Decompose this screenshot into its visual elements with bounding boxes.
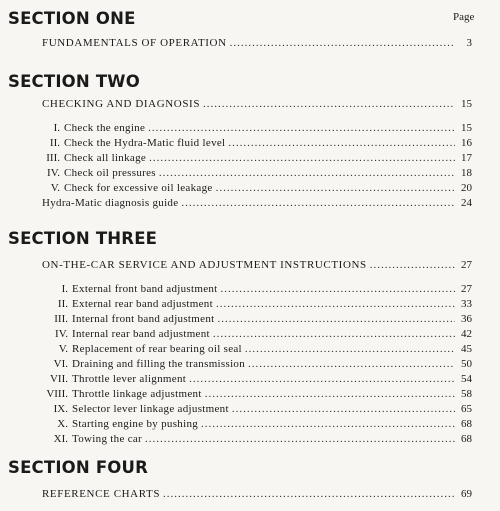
entry-title: Check for excessive oil leakage	[64, 182, 213, 194]
entry-page: 58	[461, 388, 472, 400]
toc-entry[interactable]	[30, 402, 472, 417]
entry-page: 50	[461, 358, 472, 370]
entry-page: 27	[461, 259, 472, 271]
dot-leader	[228, 136, 455, 151]
dot-leader	[163, 487, 455, 502]
entry-title: ON-THE-CAR SERVICE AND ADJUSTMENT INSTRUCTIONS	[42, 259, 367, 271]
entry-page: 68	[461, 418, 472, 430]
entry-page: 33	[461, 298, 472, 310]
entry-number: V.	[50, 182, 60, 194]
toc-entry[interactable]	[30, 312, 472, 327]
toc-entry[interactable]	[42, 487, 472, 502]
entry-page: 69	[461, 488, 472, 500]
page-column-label: Page	[453, 11, 475, 23]
toc-entry[interactable]	[30, 342, 472, 357]
entry-page: 65	[461, 403, 472, 415]
entry-title: Internal front band adjustment	[72, 313, 215, 325]
entry-title: External front band adjustment	[72, 283, 218, 295]
dot-leader	[230, 36, 455, 51]
dot-leader	[213, 327, 455, 342]
toc-entry[interactable]	[30, 181, 472, 196]
dot-leader	[148, 121, 455, 136]
entry-title: External rear band adjustment	[72, 298, 213, 310]
toc-entry[interactable]	[30, 121, 472, 136]
toc-entry[interactable]	[30, 136, 472, 151]
entry-title: Selector lever linkage adjustment	[72, 403, 229, 415]
entry-number: II.	[49, 137, 60, 149]
entry-title: Hydra-Matic diagnosis guide	[42, 197, 179, 209]
entry-number: VII.	[49, 373, 68, 385]
entry-page: 15	[461, 98, 472, 110]
dot-leader	[159, 166, 455, 181]
dot-leader	[205, 387, 455, 402]
entry-title: Throttle lever alignment	[72, 373, 187, 385]
toc-entry[interactable]	[30, 166, 472, 181]
entry-title: REFERENCE CHARTS	[42, 488, 161, 500]
dot-leader	[201, 417, 455, 432]
toc-entry[interactable]	[30, 387, 472, 402]
entry-title: Check the Hydra-Matic fluid level	[64, 137, 226, 149]
toc-entry[interactable]	[30, 297, 472, 312]
entry-number: III.	[54, 313, 68, 325]
dot-leader	[232, 402, 455, 417]
dot-leader	[218, 312, 456, 327]
entry-page: 18	[461, 167, 472, 179]
toc-entry[interactable]	[30, 151, 472, 166]
toc-entry[interactable]	[42, 36, 472, 51]
entry-number: II.	[57, 298, 68, 310]
section-heading: SECTION ONE	[8, 9, 136, 28]
entry-title: Replacement of rear bearing oil seal	[72, 343, 242, 355]
entry-page: 17	[461, 152, 472, 164]
section-heading: SECTION FOUR	[8, 458, 149, 477]
entry-number: IX.	[53, 403, 68, 415]
entry-title: Internal rear band adjustment	[72, 328, 210, 340]
entry-title: Towing the car	[72, 433, 143, 445]
dot-leader	[221, 282, 455, 297]
toc-entry[interactable]	[30, 417, 472, 432]
entry-number: XI.	[53, 433, 68, 445]
dot-leader	[203, 97, 455, 112]
section-heading: SECTION TWO	[8, 72, 140, 91]
dot-leader	[370, 258, 455, 273]
entry-page: 3	[466, 37, 472, 49]
dot-leader	[189, 372, 455, 387]
entry-page: 24	[461, 197, 472, 209]
entry-title: Check oil pressures	[64, 167, 156, 179]
entry-page: 27	[461, 283, 472, 295]
toc-entry[interactable]	[30, 327, 472, 342]
entry-number: III.	[46, 152, 60, 164]
toc-entry[interactable]	[30, 282, 472, 297]
toc-entry[interactable]	[30, 372, 472, 387]
dot-leader	[216, 181, 455, 196]
entry-page: 20	[461, 182, 472, 194]
entry-page: 42	[461, 328, 472, 340]
entry-page: 16	[461, 137, 472, 149]
entry-title: Check the engine	[64, 122, 146, 134]
dot-leader	[216, 297, 455, 312]
entry-title: FUNDAMENTALS OF OPERATION	[42, 37, 227, 49]
section-heading: SECTION THREE	[8, 229, 158, 248]
toc-entry[interactable]	[42, 258, 472, 273]
entry-page: 15	[461, 122, 472, 134]
entry-page: 36	[461, 313, 472, 325]
entry-title: Draining and filling the transmission	[72, 358, 246, 370]
dot-leader	[145, 432, 455, 447]
entry-page: 68	[461, 433, 472, 445]
dot-leader	[181, 196, 455, 211]
toc-entry[interactable]	[30, 357, 472, 372]
toc-entry[interactable]	[42, 97, 472, 112]
toc-entry[interactable]	[30, 432, 472, 447]
dot-leader	[245, 342, 455, 357]
entry-title: CHECKING AND DIAGNOSIS	[42, 98, 201, 110]
entry-page: 45	[461, 343, 472, 355]
entry-page: 54	[461, 373, 472, 385]
entry-number: IV.	[47, 167, 60, 179]
entry-title: Check all linkage	[64, 152, 147, 164]
entry-number: X.	[57, 418, 68, 430]
entry-title: Throttle linkage adjustment	[72, 388, 202, 400]
toc-entry[interactable]	[42, 196, 472, 211]
entry-number: I.	[53, 122, 60, 134]
dot-leader	[149, 151, 455, 166]
entry-number: VI.	[53, 358, 68, 370]
entry-title: Starting engine by pushing	[72, 418, 199, 430]
entry-number: V.	[58, 343, 68, 355]
dot-leader	[248, 357, 455, 372]
entry-number: VIII.	[46, 388, 68, 400]
entry-number: IV.	[55, 328, 68, 340]
entry-number: I.	[61, 283, 68, 295]
